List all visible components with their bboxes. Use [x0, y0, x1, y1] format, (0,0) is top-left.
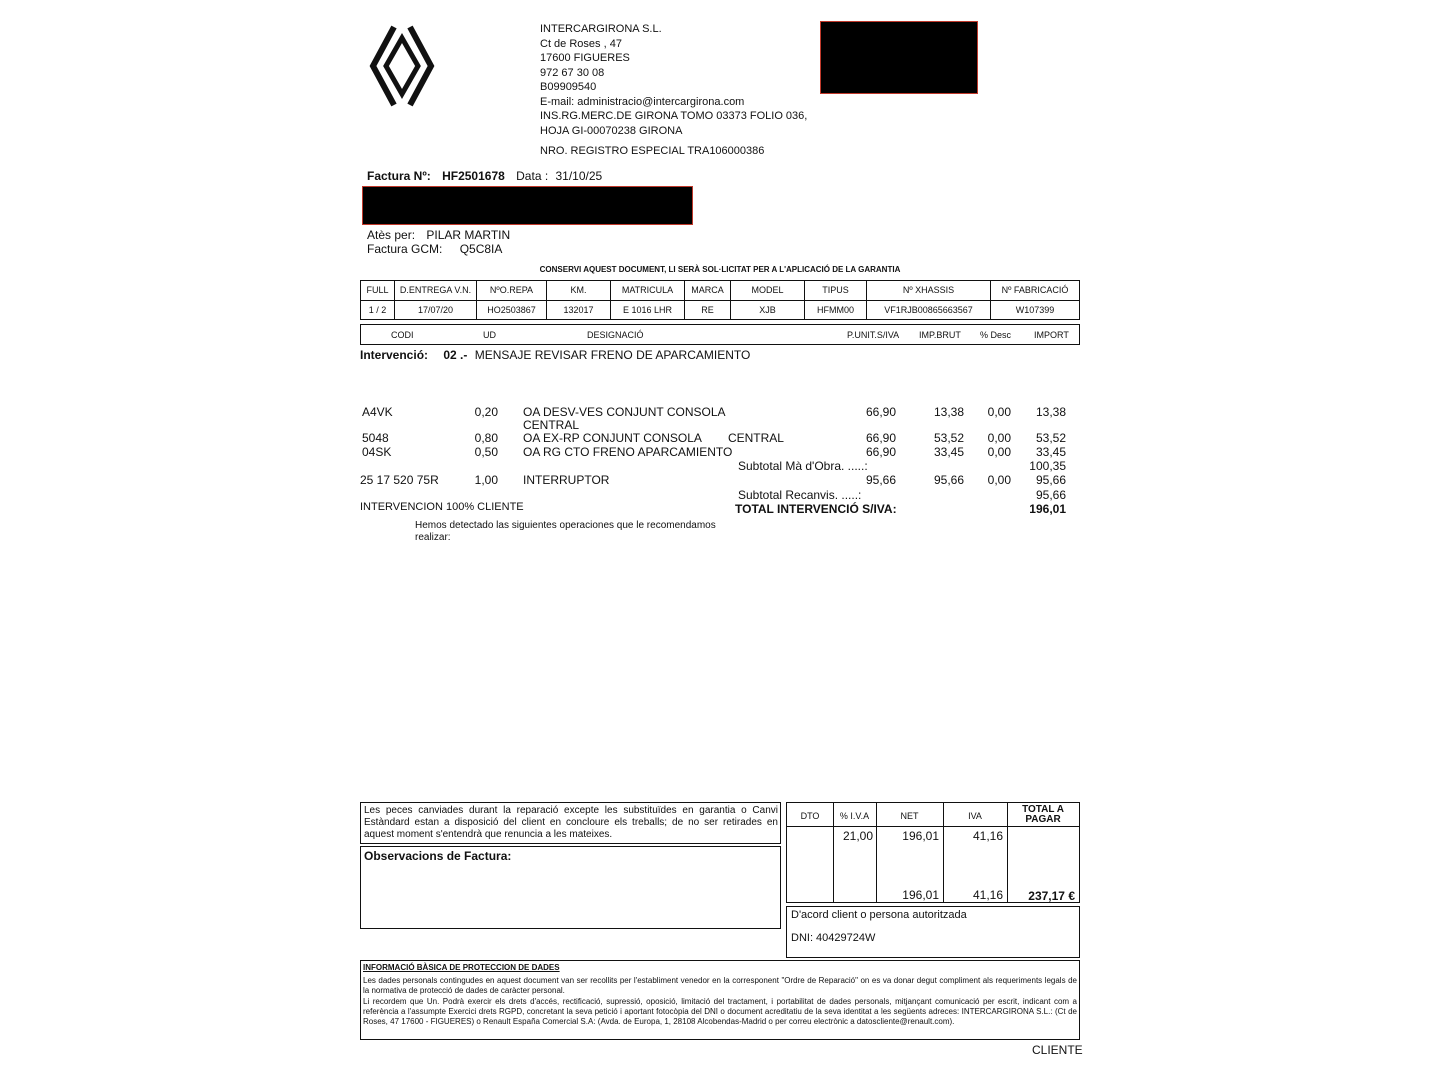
line-gross: 33,45: [933, 445, 964, 459]
vehicle-value-cell: W107399: [1015, 305, 1055, 315]
line-gross: 95,66: [933, 473, 964, 487]
line-discount: 0,00: [987, 405, 1011, 419]
line-discount: 0,00: [987, 445, 1011, 459]
attended-by-value: PILAR MARTIN: [426, 228, 511, 242]
vehicle-value-cell: HO2503867: [477, 301, 547, 320]
copy-label: CLIENTE: [1032, 1043, 1083, 1057]
vehicle-value-cell: VF1RJB00865663567: [867, 301, 991, 320]
line-amount: 53,52: [1035, 431, 1066, 445]
line-unit-price: 66,90: [865, 431, 896, 445]
consent-box: [786, 906, 1080, 958]
line-qty: 0,50: [474, 445, 498, 459]
company-registry-2: HOJA GI-00070238 GIRONA: [540, 124, 683, 137]
line-code: 5048: [362, 431, 389, 445]
line-unit-price: 95,66: [865, 473, 896, 487]
keep-document-notice: CONSERVI AQUEST DOCUMENT, LI SERÀ SOL·LICITAT PER A L'APLICACIÓ DE LA GARANTIA: [539, 265, 901, 274]
header-designacio: DESIGNACIÓ: [587, 330, 644, 340]
company-email: E-mail: administracio@intercargirona.com: [540, 95, 745, 108]
company-address: Ct de Roses , 47: [540, 37, 622, 50]
invoice-number: HF2501678: [442, 169, 505, 183]
vehicle-header-cell: D.ENTREGA V.N.: [395, 281, 477, 300]
company-registry-1: INS.RG.MERC.DE GIRONA TOMO 03373 FOLIO 036,: [540, 110, 808, 122]
gcm-invoice-value: Q5C8IA: [459, 242, 503, 256]
line-code: 04SK: [362, 445, 392, 459]
subtotal-labour-value: 100,35: [1029, 459, 1066, 473]
vehicle-table: [360, 280, 1080, 320]
line-description: OA EX-RP CONJUNT CONSOLA CENTRAL: [523, 431, 784, 445]
vehicle-value-cell: E 1016 LHR: [611, 301, 685, 320]
vehicle-value-cell: XJB: [731, 301, 805, 320]
intervention-label: Intervenció:: [360, 348, 429, 362]
vehicle-value-cell: 17/07/20: [395, 301, 477, 320]
vehicle-table-row: [361, 301, 1079, 320]
totals-header-net: NET: [900, 811, 919, 821]
header-unit-price: P.UNIT.S/IVA: [847, 330, 900, 340]
line-description: OA RG CTO FRENO APARCAMIENTO: [523, 445, 733, 459]
subtotal-parts-label: Subtotal Recanvis. .....:: [738, 488, 862, 502]
intervention-client-note: INTERVENCION 100% CLIENTE: [360, 501, 524, 513]
invoice-number-row: [367, 169, 602, 183]
intervention-number: 02 .-: [443, 348, 468, 362]
line-unit-price: 66,90: [865, 405, 896, 419]
line-qty: 0,80: [474, 431, 498, 445]
line-qty: 0,20: [474, 405, 498, 419]
line-amount: 95,66: [1035, 473, 1066, 487]
total-to-pay: 237,17 €: [1028, 889, 1075, 903]
totals-header-total: TOTAL A PAGAR: [1022, 804, 1064, 825]
lines-header: [360, 324, 1080, 345]
intervention-row: [360, 348, 750, 362]
vehicle-header-cell: NºO.REPA: [477, 281, 547, 300]
vehicle-value-cell: 1 / 2: [361, 301, 395, 320]
totals-vat: 41,16: [972, 829, 1003, 843]
vehicle-header-cell: FULL: [361, 281, 395, 300]
vehicle-value-cell: RE: [685, 301, 731, 320]
header-ud: UD: [483, 330, 496, 340]
vehicle-header-cell: MODEL: [731, 281, 805, 300]
invoice-date-label: Data :: [516, 169, 549, 183]
vehicle-table-header: [361, 281, 1079, 301]
line-amount: 33,45: [1035, 445, 1066, 459]
totals-divider: [1007, 803, 1008, 902]
observations-box: [360, 846, 781, 929]
vehicle-header-cell: MATRICULA: [611, 281, 685, 300]
privacy-text-1: Les dades personals contingudes en aquest document van ser recollits per l'establiment venedor en la corresponent "Ordre de Reparació" on es va donar degut compliment als requeriments legals de la normativa de protecció de dades de caràcter personal.: [363, 976, 1077, 995]
company-block: [540, 22, 807, 138]
totals-net: 196,01: [902, 829, 939, 843]
header-amount: IMPORT: [1034, 330, 1069, 340]
privacy-box: [360, 960, 1080, 1040]
company-tax-id: B09909540: [540, 81, 597, 93]
subtotal-parts-value: 95,66: [1035, 488, 1066, 502]
line-gross: 53,52: [933, 431, 964, 445]
totals-header-vat: IVA: [968, 811, 982, 821]
line-unit-price: 66,90: [865, 445, 896, 459]
company-city: 17600 FIGUERES: [540, 52, 630, 64]
line-amount: 13,38: [1035, 405, 1066, 419]
redacted-block-customer: [362, 186, 693, 225]
totals-vat-sum: 41,16: [972, 888, 1003, 902]
recommendation-line-2: realizar:: [415, 532, 451, 543]
parts-notice-box: [360, 802, 781, 844]
totals-box: [786, 802, 1080, 903]
vehicle-header-cell: TIPUS: [805, 281, 867, 300]
totals-net-sum: 196,01: [902, 888, 939, 902]
gcm-invoice-row: [367, 242, 502, 256]
parts-notice-text: Les peces canviades durant la reparació excepte les substituïdes en garantia o Canvi Estàndard estan a disposició del client en concloure els treballs; de no ser retirades en aquest moment s'entendrà que renuncia a les mateixes.: [364, 805, 778, 840]
line-qty: 1,00: [474, 473, 498, 487]
special-registry: NRO. REGISTRO ESPECIAL TRA106000386: [540, 145, 765, 157]
line-code: 25 17 520 75R: [360, 473, 439, 487]
line-description-cont: CENTRAL: [523, 418, 580, 432]
totals-header-vat-pct: % I.V.A: [839, 811, 870, 821]
company-name: INTERCARGIRONA S.L.: [540, 23, 662, 35]
line-description: INTERRUPTOR: [523, 473, 610, 487]
vehicle-header-cell: KM.: [547, 281, 611, 300]
line-code: A4VK: [362, 405, 393, 419]
renault-logo: [368, 24, 436, 108]
totals-vat-pct: 21,00: [842, 829, 873, 843]
total-intervention-value: 196,01: [1029, 502, 1066, 516]
intervention-description: MENSAJE REVISAR FRENO DE APARCAMIENTO: [474, 348, 751, 362]
attended-by-label: Atès per:: [367, 228, 416, 242]
vehicle-header-cell: MARCA: [685, 281, 731, 300]
invoice-date: 31/10/25: [555, 169, 603, 183]
total-intervention-label: TOTAL INTERVENCIÓ S/IVA:: [735, 502, 897, 516]
company-phone: 972 67 30 08: [540, 66, 605, 79]
attended-by-row: [367, 228, 510, 242]
consent-label: D'acord client o persona autoritzada: [791, 909, 967, 921]
line-discount: 0,00: [987, 473, 1011, 487]
gcm-invoice-label: Factura GCM:: [367, 242, 443, 256]
line-description: OA DESV-VES CONJUNT CONSOLA: [523, 405, 726, 419]
header-gross: IMP.BRUT: [919, 330, 961, 340]
line-discount: 0,00: [987, 431, 1011, 445]
redacted-block-top: [820, 21, 978, 94]
vehicle-header-cell: Nº FABRICACIÓ: [1001, 285, 1069, 295]
header-discount: % Desc: [980, 330, 1012, 340]
vehicle-value-cell: HFMM00: [805, 301, 867, 320]
privacy-text-2: Li recordem que Un. Podrà exercir els drets d'accés, rectificació, supressió, oposició, limitació del tractament, i portabilitat de dades personals, mitjançant comunicació per escrit, indicant com a referència a l'assumpte Exercici drets RGPD, concretant la seva petició i aportant fotocòpia del DNI o document acreditatiu de la seva identitat a les següents adreces: INTERCARGIRONA S.L.: (Ct de Roses, 47 17600 - FIGUERES) o Renault España Comercial S.A: (Avda. de Europa, 1, 28108 Alcobendas-Madrid o per correu electrònic a datoscliente@renault.com).: [363, 997, 1077, 1026]
totals-header-dto: DTO: [800, 811, 820, 821]
consent-dni: DNI: 40429724W: [791, 932, 876, 944]
invoice-number-label: Factura Nº:: [367, 169, 431, 183]
recommendation-line-1: Hemos detectado las siguientes operaciones que le recomendamos: [415, 520, 716, 531]
observations-label: Observacions de Factura:: [364, 849, 512, 863]
subtotal-labour-label: Subtotal Mà d'Obra. .....:: [738, 459, 868, 473]
privacy-title: INFORMACIÓ BÀSICA DE PROTECCION DE DADES: [363, 963, 560, 972]
vehicle-value-cell: 132017: [547, 301, 611, 320]
line-gross: 13,38: [933, 405, 964, 419]
vehicle-header-cell: Nº XHASSIS: [867, 281, 991, 300]
header-codi: CODI: [391, 330, 414, 340]
